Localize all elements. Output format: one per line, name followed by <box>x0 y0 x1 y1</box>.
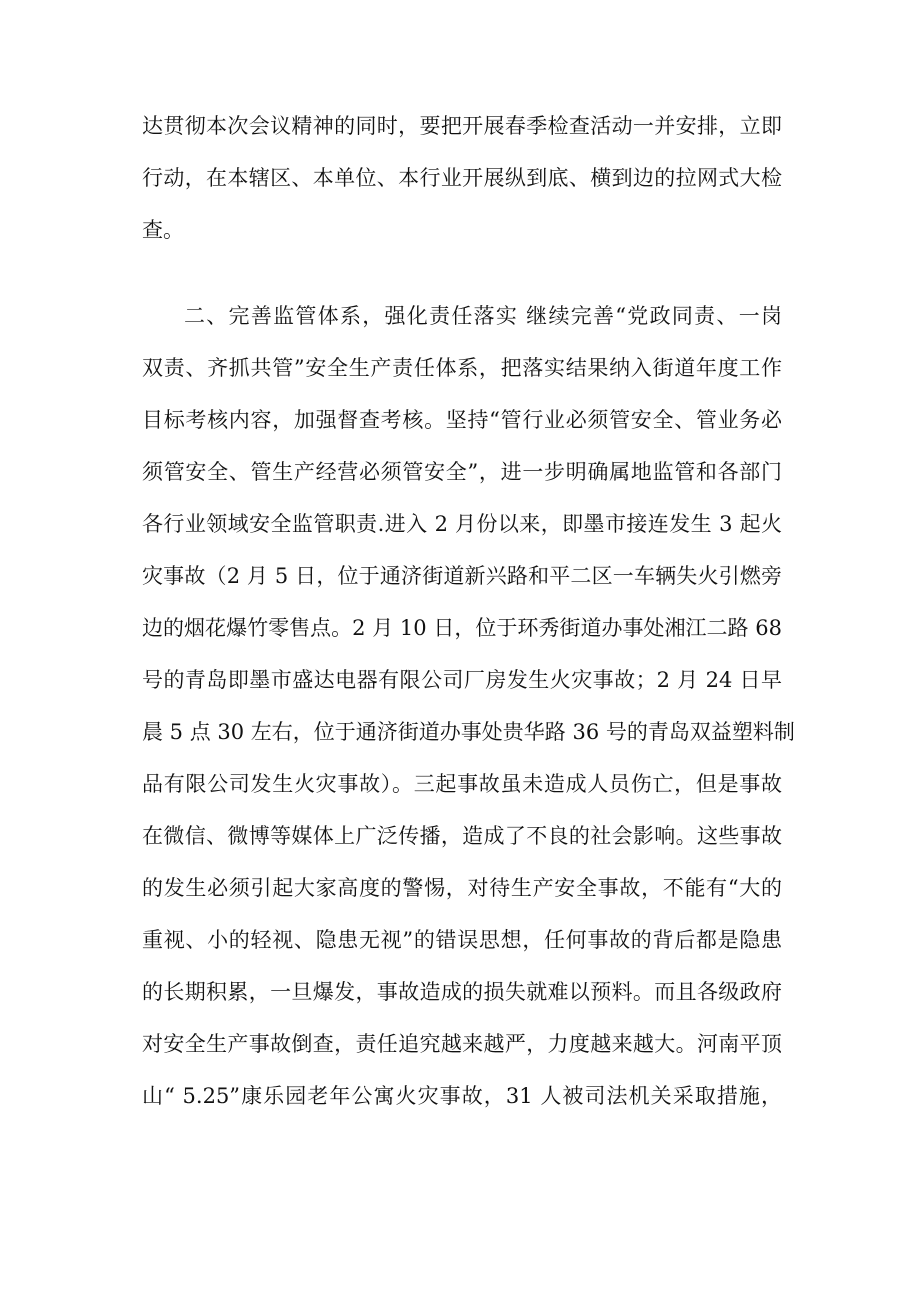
text-line: 二、完善监管体系，强化责任落实 继续完善“党政同责、一岗 <box>184 304 782 328</box>
text-line: 查。 <box>142 218 184 242</box>
text-line: 边的烟花爆竹零售点。2 月 10 日，位于环秀街道办事处湘江二路 68 <box>142 616 782 640</box>
paragraph-2 <box>142 290 795 1122</box>
text-line: 晨 5 点 30 左右，位于通济街道办事处贵华路 36 号的青岛双益塑料制 <box>142 720 795 744</box>
text-line: 重视、小的轻视、隐患无视”的错误思想，任何事故的背后都是隐患 <box>142 928 782 952</box>
text-line: 达贯彻本次会议精神的同时，要把开展春季检查活动一并安排，立即 <box>142 114 782 138</box>
text-line: 双责、齐抓共管”安全生产责任体系，把落实结果纳入街道年度工作 <box>142 356 782 380</box>
text-line: 行动，在本辖区、本单位、本行业开展纵到底、横到边的拉网式大检 <box>142 166 782 190</box>
text-line: 灾事故（2 月 5 日，位于通济街道新兴路和平二区一车辆失火引燃旁 <box>142 564 782 588</box>
text-line: 的长期积累，一旦爆发，事故造成的损失就难以预料。而且各级政府 <box>142 980 782 1004</box>
document-body <box>142 100 795 1122</box>
text-line: 品有限公司发生火灾事故）。三起事故虽未造成人员伤亡，但是事故 <box>142 772 782 796</box>
text-line: 各行业领域安全监管职责.进入 2 月份以来，即墨市接连发生 3 起火 <box>142 512 782 536</box>
text-line: 对安全生产事故倒查，责任追究越来越严，力度越来越大。河南平顶 <box>142 1032 782 1056</box>
paragraph-1 <box>142 100 782 256</box>
text-line: 目标考核内容，加强督查考核。坚持“管行业必须管安全、管业务必 <box>142 408 782 432</box>
text-line: 号的青岛即墨市盛达电器有限公司厂房发生火灾事故；2 月 24 日早 <box>142 668 782 692</box>
text-line: 的发生必须引起大家高度的警惕，对待生产安全事故，不能有“大的 <box>142 876 782 900</box>
paragraph-gap <box>142 256 782 290</box>
text-line: 在微信、微博等媒体上广泛传播，造成了不良的社会影响。这些事故 <box>142 824 782 848</box>
text-line: 山“ 5.25”康乐园老年公寓火灾事故，31 人被司法机关采取措施， <box>142 1084 782 1108</box>
text-line: 须管安全、管生产经营必须管安全”，进一步明确属地监管和各部门 <box>142 460 782 484</box>
